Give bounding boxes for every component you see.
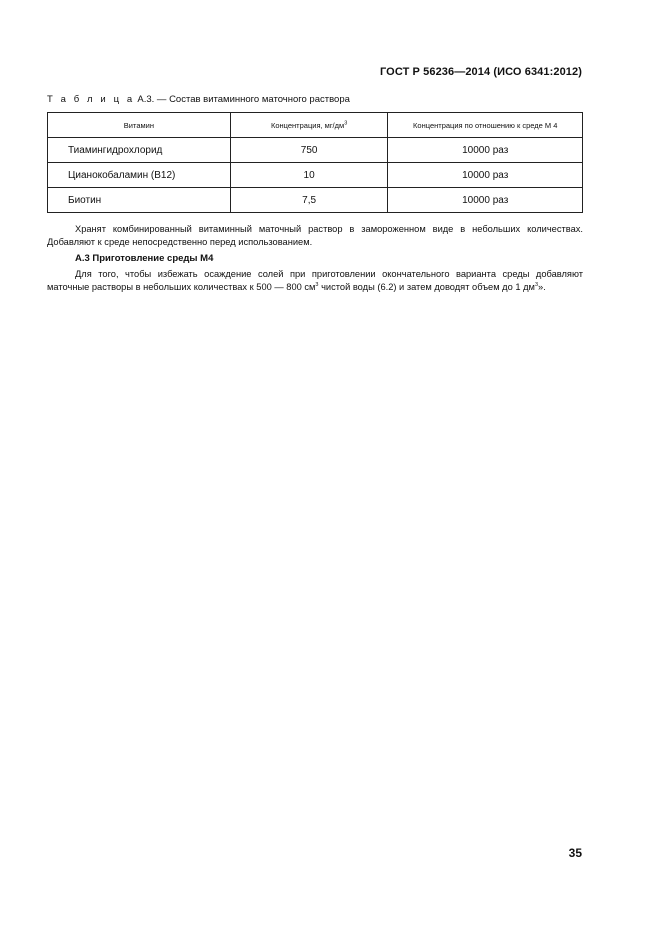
ratio-cell: 10000 раз xyxy=(388,163,583,188)
storage-paragraph xyxy=(47,223,583,248)
column-header-ratio: Концентрация по отношению к среде М 4 xyxy=(388,113,583,138)
document-header: ГОСТ Р 56236—2014 (ИСО 6341:2012) xyxy=(379,66,582,78)
storage-paragraph-text: Хранят комбинированный витаминный маточный раствор в замороженном виде в небольших количествах. Добавляют к среде непосредственно перед использованием. xyxy=(47,224,583,247)
concentration-cell: 7,5 xyxy=(230,188,388,213)
preparation-sup2: 3 xyxy=(534,281,538,288)
column-header-vitamin: Витамин xyxy=(48,113,231,138)
column-header-concentration-sup: 3 xyxy=(344,120,348,126)
concentration-cell: 10 xyxy=(230,163,388,188)
preparation-text-part2: чистой воды (6.2) и затем доводят объем до 1 дм xyxy=(318,281,535,292)
table-row xyxy=(48,138,583,163)
table-row xyxy=(48,188,583,213)
table-header-row xyxy=(48,113,583,138)
table-row xyxy=(48,163,583,188)
preparation-text-part1: Для того, чтобы избежать осаждение солей при приготовлении окончательного варианта среды добавляют маточные растворы в небольших количествах к 500 — 800 см xyxy=(47,269,583,292)
table-caption-prefix: Т а б л и ц а xyxy=(47,94,135,105)
vitamin-name-cell: Тиамингидрохлорид xyxy=(48,138,231,163)
vitamin-table xyxy=(47,112,583,213)
vitamin-name-cell: Биотин xyxy=(48,188,231,213)
ratio-cell: 10000 раз xyxy=(388,188,583,213)
preparation-paragraph xyxy=(47,268,583,293)
table-caption xyxy=(47,94,350,105)
concentration-cell: 750 xyxy=(230,138,388,163)
column-header-concentration-text: Концентрация, мг/дм xyxy=(270,120,345,130)
column-header-concentration xyxy=(230,113,388,138)
preparation-text-part3: ». xyxy=(538,281,546,292)
page-number: 35 xyxy=(568,846,582,860)
vitamin-name-cell: Цианокобаламин (В12) xyxy=(48,163,231,188)
table-caption-text: А.3. — Состав витаминного маточного раствора xyxy=(134,94,350,105)
ratio-cell: 10000 раз xyxy=(388,138,583,163)
section-title: А.3 Приготовление среды М4 xyxy=(75,253,214,264)
preparation-sup1: 3 xyxy=(315,281,319,288)
